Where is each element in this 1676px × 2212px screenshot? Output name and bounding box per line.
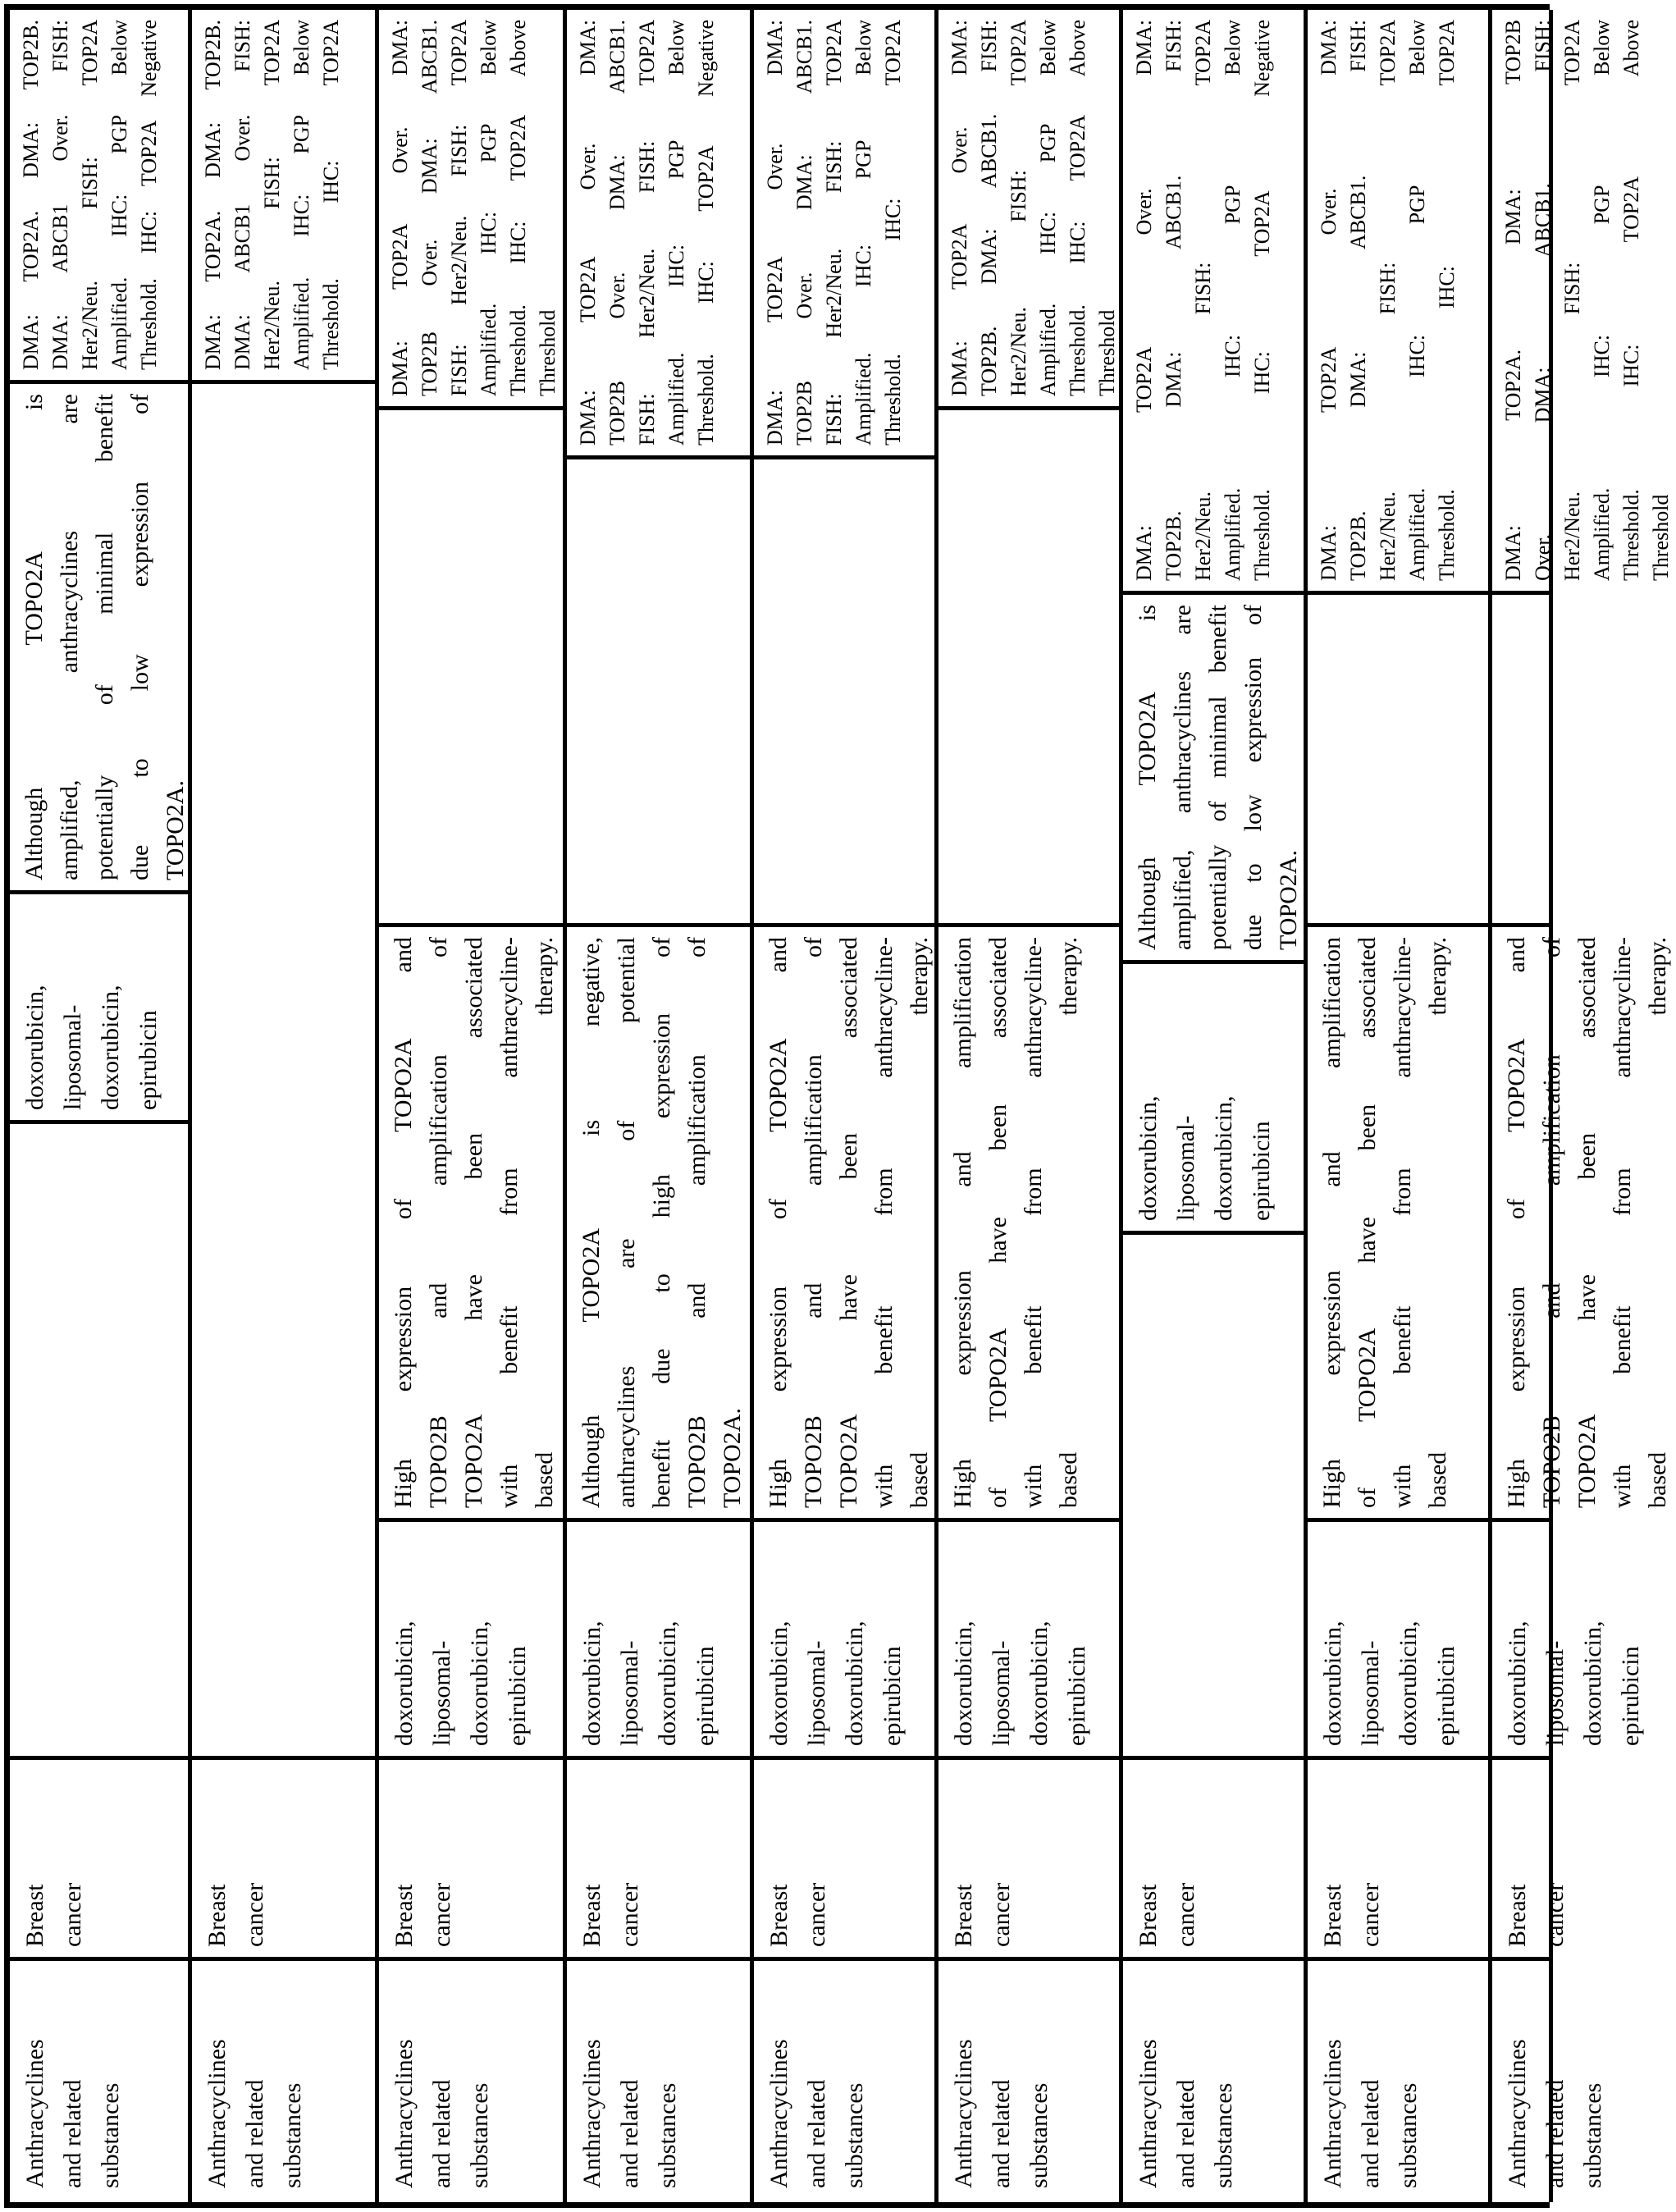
cell-empty [192,384,375,1760]
cell-dma-results [754,10,934,459]
drugs-text: doxorubicin, liposomal- doxorubicin, epirubicin [1504,1620,1644,1746]
class-text: Anthracyclines and related substances [203,2039,306,2188]
cancer-text: Breast cancer [1504,1882,1569,1947]
cell-dma-results [1123,10,1304,595]
cell-cancer-type [1492,1760,1569,1961]
cell-rationale [379,927,563,1522]
cell-drugs [1123,964,1304,1235]
dma-text: DMA: TOP2A. DMA: TOP2B Over. DMA: ABCB1. FISH: Her2/Neu. FISH: TOP2A Amplified. IHC: PGP Below Threshold. IHC: TOP2A Above Threshold [1501,20,1673,581]
rationale-text: High expression and amplification of TOPO2A have been associated with benefit from anthracycline- based therapy. [949,937,1082,1508]
class-text: Anthracyclines and related substances [1504,2039,1606,2188]
class-text: Anthracyclines and related substances [765,2039,868,2188]
table-row [1123,10,1308,2202]
cancer-text: Breast cancer [1135,1882,1199,1947]
cell-drug-class [1123,1961,1304,2202]
cell-drug-class [1492,1961,1606,2202]
cell-drugs [1308,1522,1488,1760]
cell-drugs [10,894,188,1124]
dma-text: DMA: TOP2A Over. DMA: TOP2B. DMA: ABCB1. FISH: Her2/Neu. FISH: TOP2A Amplified. IHC: PGP Below Threshold. IHC: TOP2A Negative [1132,20,1274,581]
cell-cancer-type [10,1760,188,1961]
cell-cancer-type [192,1760,375,1961]
cell-drug-class [567,1961,750,2202]
cell-cancer-type [1308,1760,1488,1961]
rationale-text: Although TOPO2A is amplified, anthracyclines are potentially of minimal benefit due to low expression of TOPO2A. [1134,605,1302,950]
cell-dma-results [1308,10,1488,595]
cancer-text: Breast cancer [21,1882,86,1947]
cell-empty [379,410,563,927]
cell-rationale [10,384,188,894]
cancer-text: Breast cancer [390,1882,455,1947]
cell-empty [754,459,934,927]
drugs-text: doxorubicin, liposomal- doxorubicin, epirubicin [765,1620,906,1746]
class-text: Anthracyclines and related substances [950,2039,1053,2188]
cancer-text: Breast cancer [203,1882,268,1947]
cell-rationale [1123,595,1304,964]
rationale-text: High expression of TOPO2A and TOPO2B and amplification of TOPO2A have been associated with benefit from anthracycline- based therapy. [765,937,933,1508]
cell-cancer-type [379,1760,563,1961]
cell-cancer-type [1123,1760,1304,1961]
cell-drug-class [192,1961,375,2202]
cell-empty [938,410,1119,927]
cancer-text: Breast cancer [1319,1882,1384,1947]
table-row [379,10,567,2202]
class-text: Anthracyclines and related substances [578,2039,681,2188]
cell-dma-results [379,10,563,410]
drugs-text: doxorubicin, liposomal- doxorubicin, epirubicin [1319,1620,1459,1746]
dma-text: DMA: TOP2A Over. DMA: TOP2B. DMA: ABCB1. FISH: Her2/Neu. FISH: TOP2A Amplified. IHC: PGP Below Threshold. IHC: TOP2A Above Threshold [948,20,1119,396]
drugs-text: doxorubicin, liposomal- doxorubicin, epirubicin [390,1620,531,1746]
table-row [10,10,192,2202]
cell-empty [1308,595,1488,927]
cell-drugs [1492,1522,1644,1760]
drugs-text: doxorubicin, liposomal- doxorubicin, epirubicin [1135,1095,1275,1221]
cancer-text: Breast cancer [950,1882,1015,1947]
table-row [1492,10,1673,2202]
rationale-text: Although TOPO2A is amplified, anthracyclines are potentially of minimal benefit due to low expression of TOPO2A. [21,394,189,880]
cell-drugs [567,1522,750,1760]
rationale-text: High expression of TOPO2A and TOPO2B and amplification of TOPO2A have been associated with benefit from anthracycline- based therapy. [390,937,558,1508]
cell-empty [10,1124,188,1760]
rationale-text: High expression and amplification of TOPO2A have been associated with benefit from anthracycline- based therapy. [1318,937,1451,1508]
cell-drug-class [938,1961,1119,2202]
cell-drug-class [379,1961,563,2202]
class-text: Anthracyclines and related substances [21,2039,124,2188]
dma-text: DMA: TOP2A Over. DMA: TOP2B Over. DMA: ABCB1. FISH: Her2/Neu. FISH: TOP2A Amplified. IHC: PGP Below Threshold. IHC: TOP2A Negative [576,20,718,446]
cell-drugs [379,1522,563,1760]
rationale-text: High expression of TOPO2A and TOPO2B and amplification of TOPO2A have been associated with benefit from anthracycline- based therapy. [1503,937,1671,1508]
cell-dma-results [10,10,188,384]
cell-rationale [938,927,1119,1522]
class-text: Anthracyclines and related substances [390,2039,493,2188]
cell-empty [1123,1235,1304,1760]
cell-rationale [567,927,750,1522]
cell-dma-results [938,10,1119,410]
cancer-text: Breast cancer [765,1882,830,1947]
rationale-text: Although TOPO2A is negative, anthracyclines are of potential benefit due to high expression of TOPO2B and amplification of TOPO2A. [578,937,746,1508]
cell-cancer-type [754,1760,934,1961]
cell-dma-results [567,10,750,459]
drugs-text: doxorubicin, liposomal- doxorubicin, epirubicin [21,985,162,1110]
table-row [754,10,938,2202]
cell-drug-class [754,1961,934,2202]
cell-rationale [1308,927,1488,1522]
dma-text: DMA: TOP2A. DMA: TOP2B. DMA: ABCB1 Over. FISH: Her2/Neu. FISH: TOP2A Amplified. IHC: PGP Below Threshold. IHC: TOP2A Negative [19,20,161,370]
class-text: Anthracyclines and related substances [1319,2039,1422,2188]
drugs-text: doxorubicin, liposomal- doxorubicin, epirubicin [578,1620,719,1746]
cell-dma-results [192,10,375,384]
drugs-text: doxorubicin, liposomal- doxorubicin, epirubicin [950,1620,1090,1746]
cell-dma-results [1492,10,1673,595]
table-row [1308,10,1492,2202]
cell-empty [567,459,750,927]
table-row [567,10,754,2202]
dma-text: DMA: TOP2A Over. DMA: TOP2B Over. DMA: ABCB1. FISH: Her2/Neu. FISH: TOP2A Amplified. IHC: PGP Below Threshold. IHC: TOP2A [763,20,905,446]
cell-drugs [754,1522,934,1760]
table-row [938,10,1123,2202]
dma-text: DMA: TOP2A. DMA: TOP2B. DMA: ABCB1 Over. FISH: Her2/Neu. FISH: TOP2A Amplified. IHC: PGP Below Threshold. IHC: TOP2A [201,20,343,370]
cell-drugs [938,1522,1119,1760]
dma-text: DMA: TOP2A Over. DMA: TOP2B Over. DMA: ABCB1. FISH: Her2/Neu. FISH: TOP2A Amplified. IHC: PGP Below Threshold. IHC: TOP2A Above Threshold [388,20,559,396]
rotated-patent-table [4,4,1673,2208]
cell-drug-class [10,1961,188,2202]
table-row [192,10,379,2202]
cell-rationale [1492,927,1671,1522]
cell-cancer-type [567,1760,750,1961]
dma-text: DMA: TOP2A Over. DMA: TOP2B. DMA: ABCB1. FISH: Her2/Neu. FISH: TOP2A Amplified. IHC: PGP Below Threshold. IHC: TOP2A [1317,20,1459,581]
cancer-text: Breast cancer [578,1882,643,1947]
cell-cancer-type [938,1760,1119,1961]
class-text: Anthracyclines and related substances [1135,2039,1237,2188]
cell-drug-class [1308,1961,1488,2202]
cell-empty [1492,595,1549,927]
cell-rationale [754,927,934,1522]
